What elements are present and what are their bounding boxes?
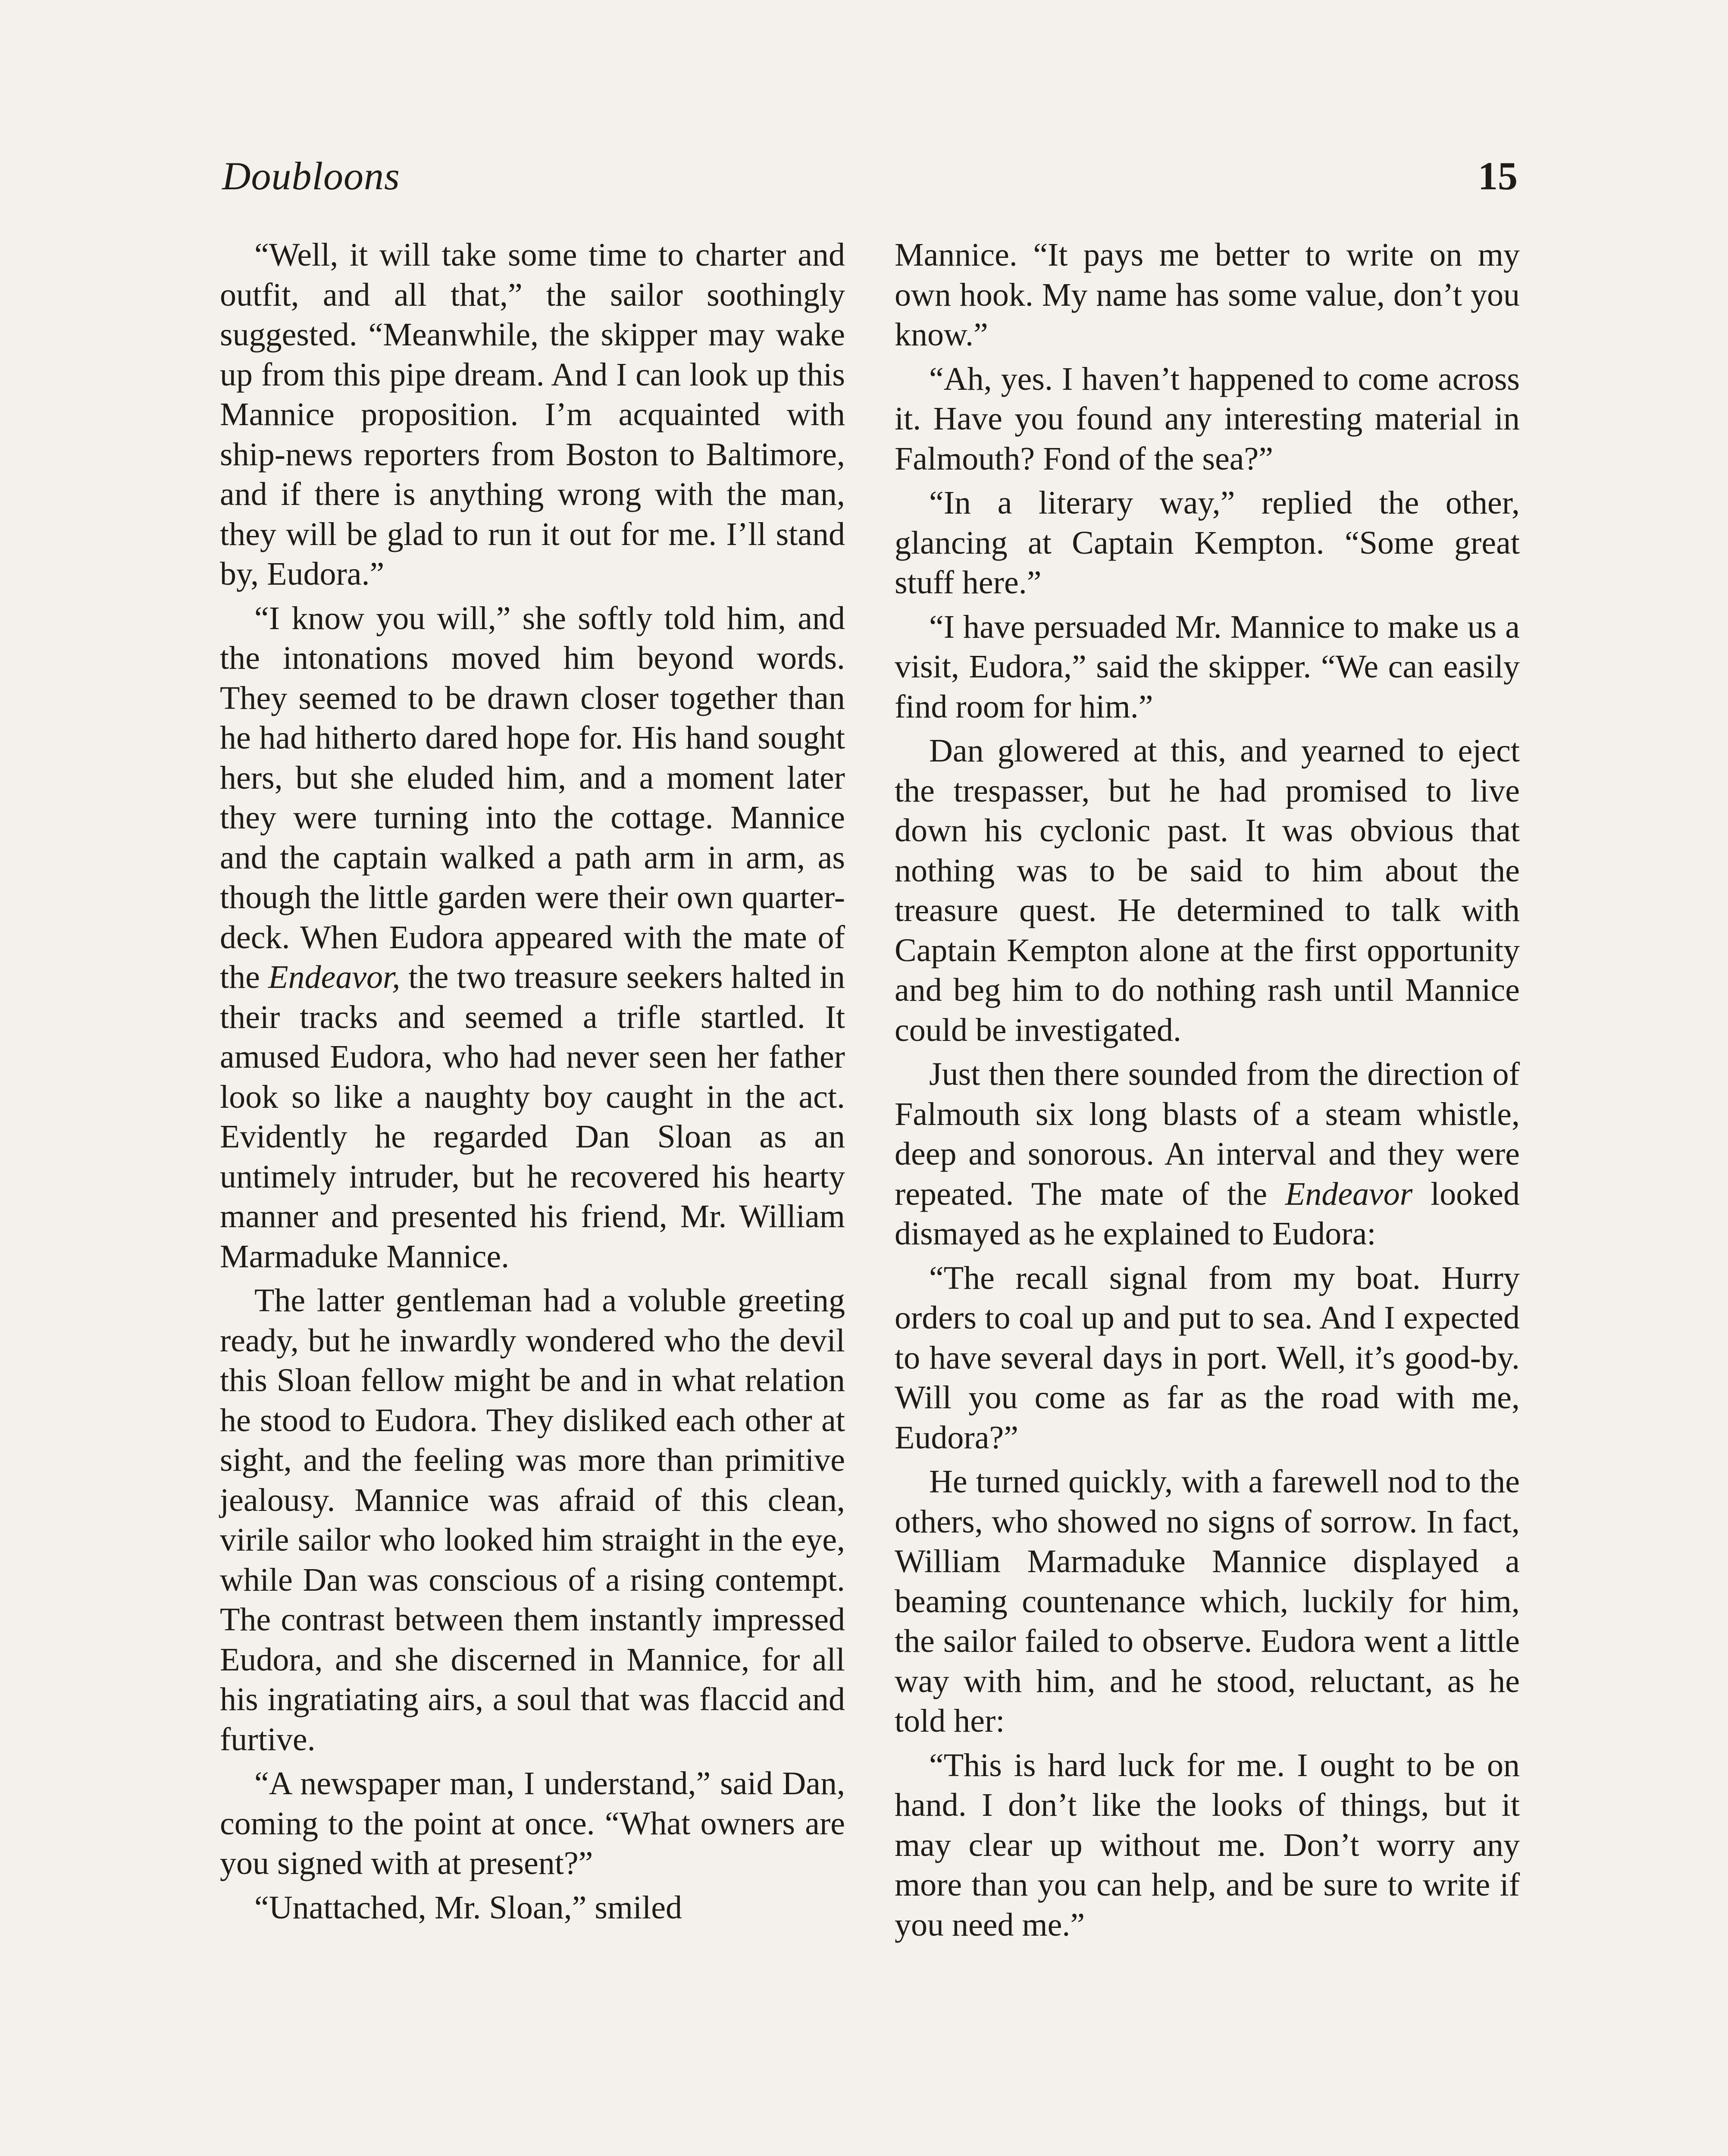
paragraph-text: “I know you will,” she softly told him, and the intonations moved him beyond words. They seemed to be drawn closer together than he had hitherto dared hope for. His hand sought hers, but she eluded him, and a moment later they were turning into the cottage. Mannice and the captain walked a path arm in arm, as though the little garden were their own quarter-deck. When Eudora appeared with the mate of the [220,600,845,995]
paragraph-12 [895,1462,1520,1741]
page-number: 15 [1478,154,1518,198]
paragraph-text: “Unattached, Mr. Sloan,” smiled [254,1889,682,1926]
paragraph-7 [895,483,1520,603]
paragraph-text: “I have persuaded Mr. Mannice to make us a visit, Eudora,” said the skipper. “We can easily find room for him.” [895,608,1520,725]
paragraph-1 [220,235,845,594]
paragraph-2 [220,599,845,1277]
paragraph-text: “Well, it will take some time to charter and outfit, and all that,” the sailor soothingly suggested. “Meanwhile, the skipper may wake up from this pipe dream. And I can look up this Mannice proposition. I’m acquainted with ship-news reporters from Boston to Baltimore, and if there is anything wrong with the man, they will be glad to run it out for me. I’ll stand by, Eudora.” [220,237,845,592]
paragraph-text: “Ah, yes. I haven’t happened to come across it. Have you found any interesting material in Falmouth? Fond of the sea?” [895,360,1520,477]
running-title: Doubloons [222,154,400,198]
ship-name: Endeavor, [268,959,401,995]
paragraph-text: He turned quickly, with a farewell nod to the others, who showed no signs of sorrow. In fact, William Marmaduke Mannice displayed a beaming countenance which, luckily for him, the sailor failed to observe. Eudora went a little way with him, and he stood, reluctant, as he told her: [895,1463,1520,1739]
paragraph-text: the two treasure seekers halted in their tracks and seemed a trifle startled. It amused Eudora, who had never seen her father look so like a naughty boy caught in the act. Evidently he regarded Dan Sloan as an untimely intruder, but he recovered his hearty manner and presented his friend, Mr. William Marmaduke Mannice. [220,959,845,1275]
ship-name: Endeavor [1285,1175,1413,1212]
paragraph-13 [895,1745,1520,1945]
left-column [220,235,845,1932]
paragraph-text: “A newspaper man, I understand,” said Dan, coming to the point at once. “What owners are you signed with at present?” [220,1765,845,1881]
paragraph-4 [220,1764,845,1883]
paragraph-text: Dan glowered at this, and yearned to eject the trespasser, but he had promised to live down his cyclonic past. It was obvious that nothing was to be said to him about the treasure quest. He determined to talk with Captain Kempton alone at the first opportunity and beg him to do nothing rash until Mannice could be investigated. [895,733,1520,1048]
paragraph-3 [220,1281,845,1759]
paragraph-continuation [895,235,1520,355]
paragraph-text: The latter gentleman had a voluble greeting ready, but he inwardly wondered who the devil this Sloan fellow might be and in what relation he stood to Eudora. They disliked each other at sight, and the feeling was more than primitive jealousy. Mannice was afraid of this clean, virile sailor who looked him straight in the eye, while Dan was conscious of a rising contempt. The contrast between them instantly impressed Eudora, and she discerned in Mannice, for all his ingratiating airs, a soul that was flaccid and furtive. [220,1282,845,1758]
paragraph-text: Just then there sounded from the direction of Falmouth six long blasts of a steam whistle, deep and sonorous. An interval and they were repeated. The mate of the [895,1056,1520,1212]
paragraph-6 [895,359,1520,479]
paragraph-8 [895,607,1520,727]
paragraph-11 [895,1258,1520,1458]
paragraph-9 [895,731,1520,1050]
right-column [895,235,1520,1949]
paragraph-5 [220,1888,845,1928]
paragraph-text: looked dismayed as he explained to Eudora: [895,1175,1520,1252]
paragraph-10 [895,1054,1520,1254]
paragraph-text: “In a literary way,” replied the other, glancing at Captain Kempton. “Some great stuff here.” [895,485,1520,601]
paragraph-text: “This is hard luck for me. I ought to be on hand. I don’t like the looks of things, but it may clear up without me. Don’t worry any more than you can help, and be sure to write if you need me.” [895,1747,1520,1943]
paragraph-text: “The recall signal from my boat. Hurry orders to coal up and put to sea. And I expected to have several days in port. Well, it’s good-by. Will you come as far as the road with me, Eudora?” [895,1260,1520,1456]
paragraph-text: Mannice. “It pays me better to write on my own hook. My name has some value, don’t you know.” [895,237,1520,353]
